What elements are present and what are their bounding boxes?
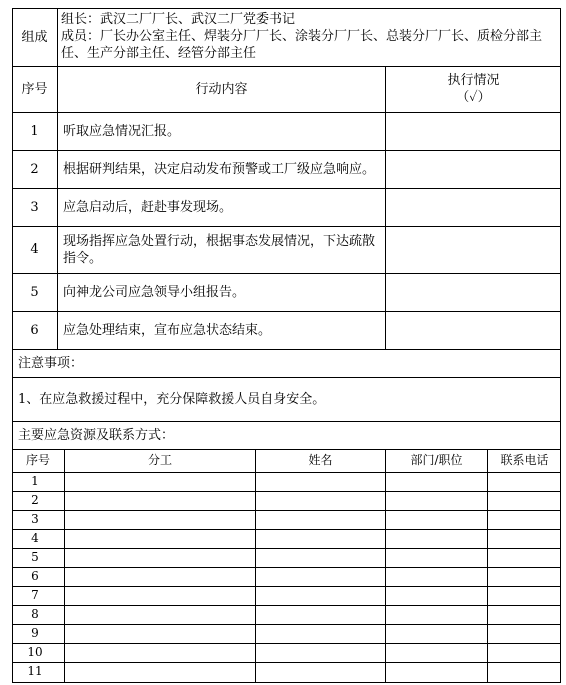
resource-row-divider bbox=[12, 624, 561, 625]
action-row-1-text: 听取应急情况汇报。 bbox=[63, 123, 181, 139]
resource-row-divider bbox=[12, 510, 561, 511]
action-row-5-no: 5 bbox=[30, 284, 39, 300]
resources-col-divider-1 bbox=[64, 449, 65, 683]
resource-row-divider bbox=[12, 567, 561, 568]
notes-title: 注意事项： bbox=[18, 355, 84, 371]
action-row-5-text: 向神龙公司应急领导小组报告。 bbox=[63, 284, 246, 300]
divider-resources-header bbox=[12, 472, 561, 473]
resource-row-divider bbox=[12, 643, 561, 644]
group-divider bbox=[57, 8, 58, 66]
resource-row-no: 4 bbox=[31, 531, 39, 545]
resource-row-no: 10 bbox=[27, 645, 43, 659]
resource-row-divider bbox=[12, 529, 561, 530]
resources-col-divider-2 bbox=[255, 449, 256, 683]
action-row-3-text: 应急启动后，赶赴事发现场。 bbox=[63, 199, 233, 215]
resource-row-divider bbox=[12, 491, 561, 492]
resource-row-no: 3 bbox=[31, 512, 39, 526]
actions-header-seq: 序号 bbox=[21, 81, 48, 97]
action-row-6-no: 6 bbox=[30, 322, 39, 338]
resource-row-no: 7 bbox=[31, 588, 39, 602]
resources-col-divider-3 bbox=[385, 449, 386, 683]
actions-header-status bbox=[386, 66, 561, 112]
resources-header-name: 姓名 bbox=[308, 453, 333, 467]
resource-row-no: 11 bbox=[27, 664, 43, 678]
resources-title: 主要应急资源及联系方式： bbox=[18, 427, 175, 443]
resource-row-no: 1 bbox=[31, 474, 39, 488]
resources-header-seq: 序号 bbox=[25, 453, 50, 467]
resource-row-no: 5 bbox=[31, 550, 39, 564]
group-leader: 组长：武汉二厂厂长、武汉二厂党委书记 bbox=[61, 12, 296, 27]
group-label: 组成 bbox=[21, 29, 48, 45]
resource-row-divider bbox=[12, 662, 561, 663]
resource-row-no: 8 bbox=[31, 607, 39, 621]
resource-row-no: 9 bbox=[31, 626, 39, 640]
resource-row-divider bbox=[12, 586, 561, 587]
resource-row-divider bbox=[12, 605, 561, 606]
resources-col-divider-4 bbox=[487, 449, 488, 683]
notes-item-1: 1、在应急救援过程中，充分保障救援人员自身安全。 bbox=[18, 391, 326, 407]
group-members: 成员：厂长办公室主任、焊装分厂厂长、涂装分厂厂长、总装分厂厂长、质检分部主任、生产分部主任、经管分部主任 bbox=[61, 29, 543, 61]
action-row-4-no: 4 bbox=[30, 242, 39, 257]
action-row-6-text: 应急处理结束，宣布应急状态结束。 bbox=[63, 322, 272, 338]
action-row-2-no: 2 bbox=[30, 161, 39, 177]
status-label: 执行情况 bbox=[447, 73, 500, 88]
resource-row-no: 6 bbox=[31, 569, 39, 583]
resources-header-dept: 部门/职位 bbox=[410, 453, 463, 467]
actions-col-divider-2 bbox=[385, 66, 386, 349]
resources-header-phone: 联系电话 bbox=[500, 453, 549, 467]
resource-row-no: 2 bbox=[31, 493, 39, 507]
resources-header-duty: 分工 bbox=[147, 453, 172, 467]
actions-header-content: 行动内容 bbox=[195, 81, 248, 97]
action-row-4-text: 现场指挥应急处置行动，根据事态发展情况，下达疏散指令。 bbox=[63, 233, 376, 266]
action-row-1-no: 1 bbox=[30, 123, 39, 139]
action-row-2-text: 根据研判结果，决定启动发布预警或工厂级应急响应。 bbox=[63, 161, 376, 177]
action-row-3-no: 3 bbox=[30, 199, 39, 215]
status-check-mark: （✓） bbox=[456, 90, 491, 105]
resource-row-divider bbox=[12, 548, 561, 549]
